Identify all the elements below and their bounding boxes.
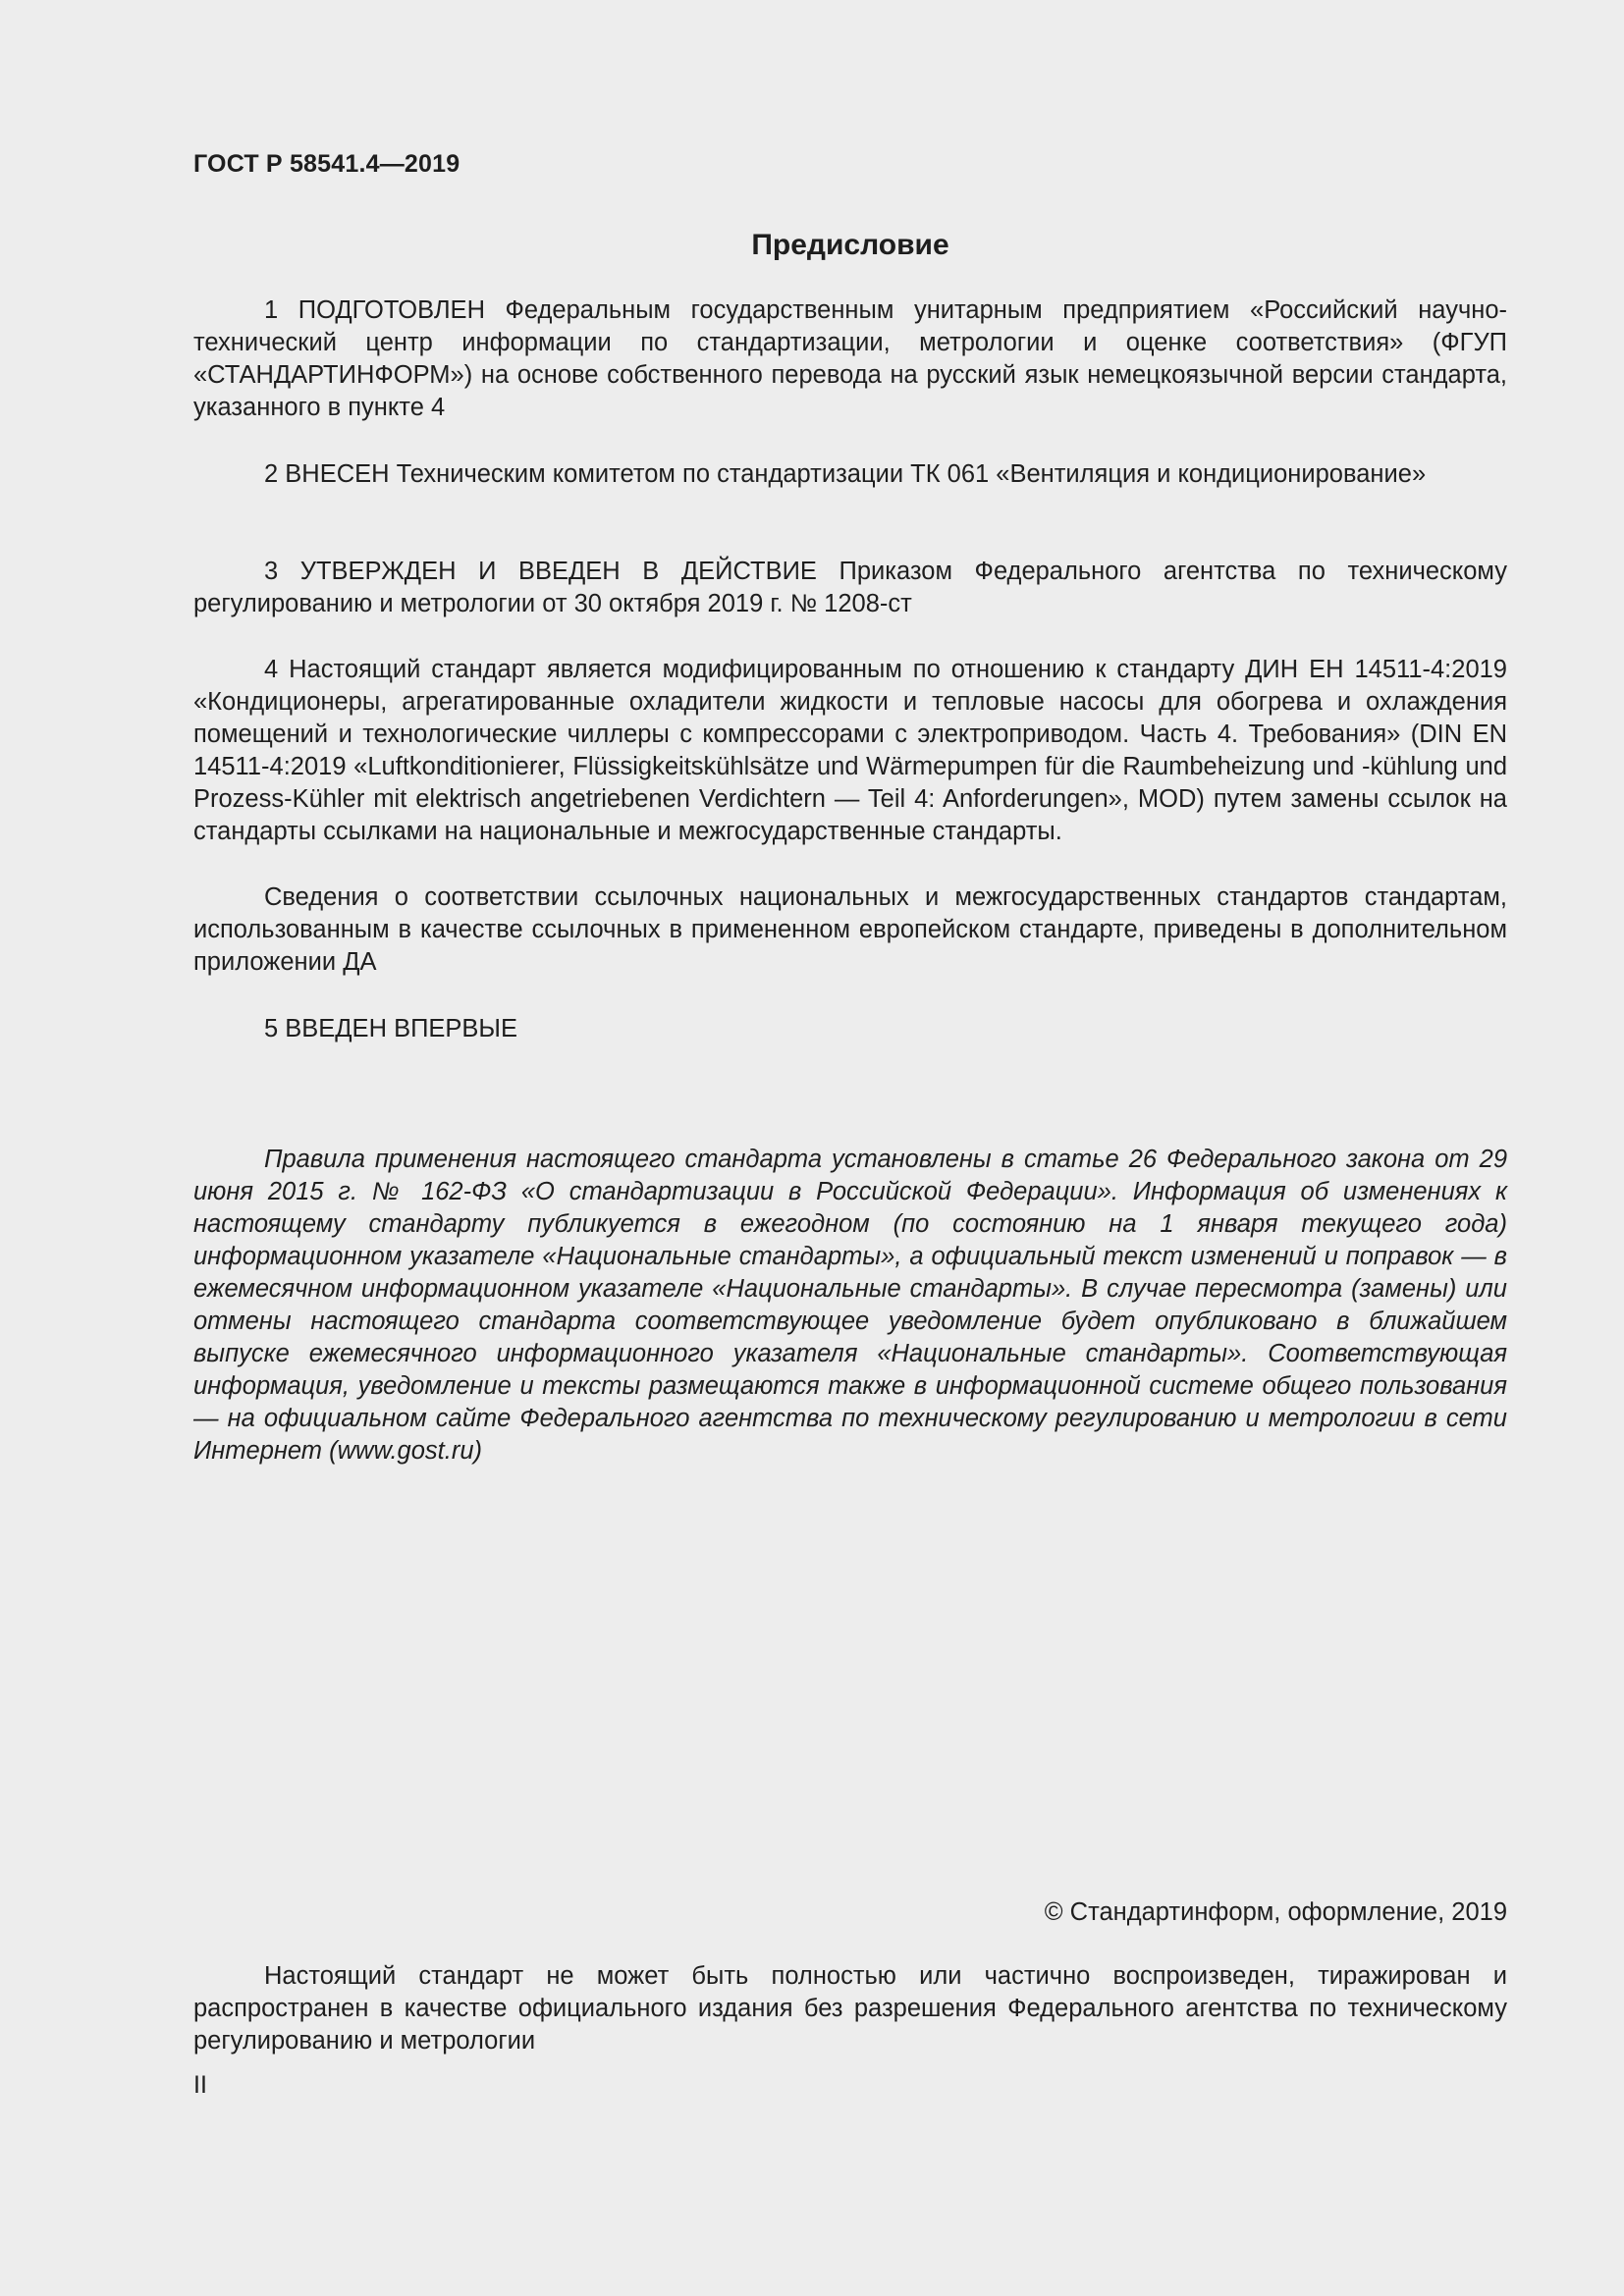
paragraph-introduced: 2 ВНЕСЕН Техническим комитетом по стандартизации ТК 061 «Вентиляция и кондиционирование»: [264, 460, 1427, 488]
paragraph-reference-info: Сведения о соответствии ссылочных национальных и межгосударственных стандартов стандартам, использованным в качестве ссылочных в примененном европейском стандарте, приведены в дополнительном приложении ДА: [193, 883, 1507, 976]
document-code: ГОСТ Р 58541.4—2019: [193, 150, 460, 178]
page-title: Предисловие: [751, 229, 949, 261]
copyright-line: © Стандартинформ, оформление, 2019: [1044, 1898, 1507, 1926]
reproduction-notice: Настоящий стандарт не может быть полностью или частично воспроизведен, тиражирован и распространен в качестве официального издания без разрешения Федерального агентства по техническому регулированию и метрологии: [193, 1962, 1507, 2055]
paragraph-modified-standard: 4 Настоящий стандарт является модифицированным по отношению к стандарту ДИН ЕН 14511-4:2019 «Кондиционеры, агрегатированные охладители жидкости и тепловые насосы для обогрева и охлаждения помещений и технологические чиллеры с компрессорами с электроприводом. Часть 4. Требования» (DIN EN 14511-4:2019 «Luftkonditionierer, Flüssigkeitskühlsätze und Wärmepumpen für die Raumbeheizung und -kühlung und Prozess-Kühler mit elektrisch angetriebenen Verdichtern — Teil 4: Anforderungen», MOD) путем замены ссылок на стандарты ссылками на национальные и межгосударственные стандарты.: [193, 656, 1507, 845]
paragraph-prepared: 1 ПОДГОТОВЛЕН Федеральным государственным унитарным предприятием «Российский научно-технический центр информации по стандартизации, метрологии и оценке соответствия» (ФГУП «СТАНДАРТИНФОРМ») на основе собственного перевода на русский язык немецкоязычной версии стандарта, указанного в пункте 4: [193, 296, 1507, 421]
document-page: [193, 0, 1507, 2296]
paragraph-approved: 3 УТВЕРЖДЕН И ВВЕДЕН В ДЕЙСТВИЕ Приказом Федерального агентства по техническому регулированию и метрологии от 30 октября 2019 г. № 1208-ст: [193, 558, 1507, 617]
paragraph-first-introduced: 5 ВВЕДЕН ВПЕРВЫЕ: [264, 1015, 518, 1042]
page-number: II: [193, 2071, 207, 2099]
application-rules-notice: Правила применения настоящего стандарта установлены в статье 26 Федерального закона от 29 июня 2015 г. № 162-ФЗ «О стандартизации в Российской Федерации». Информация об изменениях к настоящему стандарту публикуется в ежегодном (по состоянию на 1 января текущего года) информационном указателе «Национальные стандарты», а официальный текст изменений и поправок — в ежемесячном информационном указателе «Национальные стандарты». В случае пересмотра (замены) или отмены настоящего стандарта соответствующее уведомление будет опубликовано в ближайшем выпуске ежемесячного информационного указателя «Национальные стандарты». Соответствующая информация, уведомление и тексты размещаются также в информационной системе общего пользования — на официальном сайте Федерального агентства по техническому регулированию и метрологии в сети Интернет (www.gost.ru): [193, 1146, 1507, 1465]
